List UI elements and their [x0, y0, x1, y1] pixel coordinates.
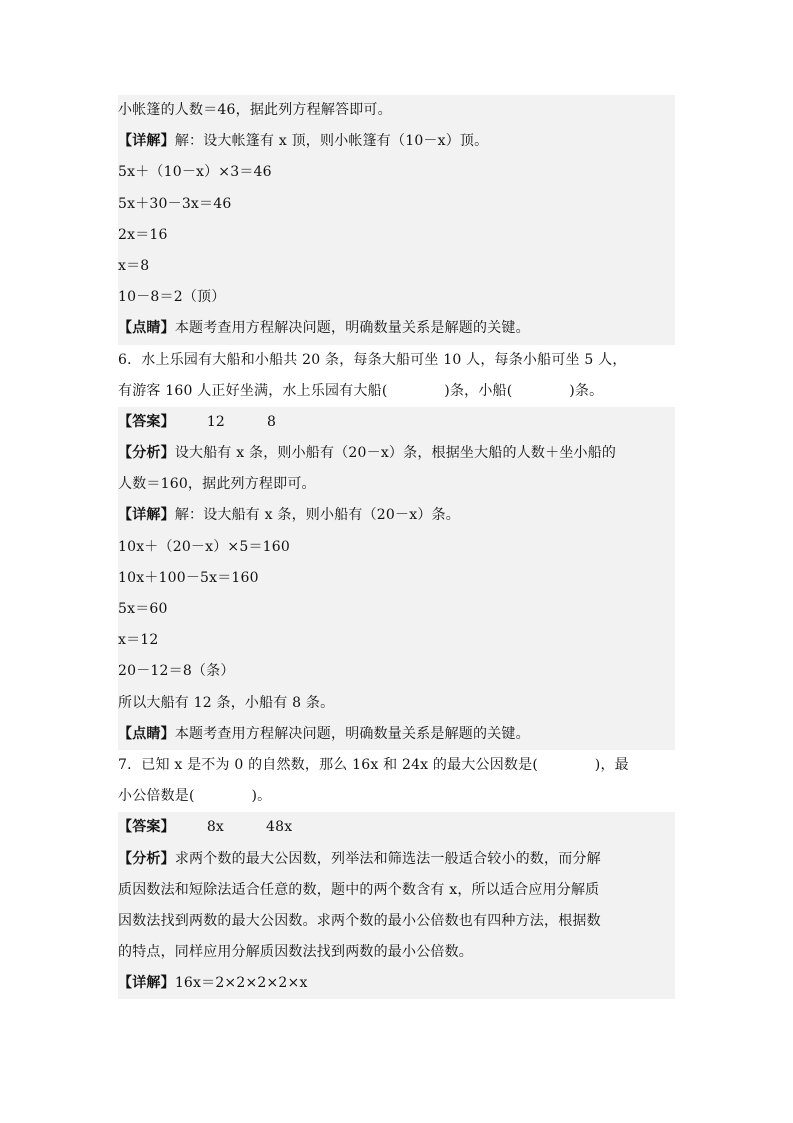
- section-tag: 【答案】: [118, 413, 175, 430]
- text-line: [118, 220, 675, 251]
- document-content: [118, 95, 675, 999]
- line-text: 求两个数的最大公因数，列举法和筛选法一般适合较小的数，而分解: [174, 850, 601, 867]
- line-text: 16x＝2×2×2×2×x: [174, 975, 308, 992]
- text-line: [118, 656, 675, 687]
- section-tag: 【详解】: [118, 975, 175, 992]
- line-text: 7．已知 x 是不为 0 的自然数，那么 16x 和 24x 的最大公因数是( )，最: [118, 756, 629, 773]
- text-line: [118, 906, 675, 937]
- line-text: 5x＋30－3x＝46: [118, 195, 232, 212]
- text-line: [118, 563, 675, 594]
- text-line: [118, 625, 675, 656]
- line-text: 小帐篷的人数＝46，据此列方程解答即可。: [118, 102, 392, 118]
- line-text: 5x＋（10－x）×3＝46: [118, 164, 272, 181]
- line-text: 本题考查用方程解决问题，明确数量关系是解题的关键。: [174, 320, 530, 337]
- line-text: 2x＝16: [118, 226, 168, 243]
- line-text: 6．水上乐园有大船和小船共 20 条，每条大船可坐 10 人，每条小船可坐 5 人，: [118, 351, 627, 368]
- line-text: x＝8: [118, 257, 150, 274]
- line-text: 10x＋（20－x）×5＝160: [118, 538, 290, 555]
- section-tag: 【分析】: [118, 850, 175, 867]
- text-line: [118, 688, 675, 719]
- line-text: 10－8＝2（顶）: [118, 289, 226, 306]
- text-line: [118, 345, 675, 376]
- section-tag: 【点睛】: [118, 320, 175, 337]
- text-line: [118, 95, 675, 126]
- text-line: [118, 844, 675, 875]
- line-text: 小公倍数是( )。: [118, 788, 272, 805]
- section-tag: 【答案】: [118, 819, 175, 836]
- text-line: [118, 126, 675, 157]
- text-line: [118, 719, 675, 750]
- text-line: [118, 189, 675, 220]
- line-text: 人数＝160，据此列方程即可。: [118, 476, 316, 493]
- text-line: [118, 313, 675, 344]
- text-line: [118, 469, 675, 500]
- line-text: 5x＝60: [118, 601, 168, 617]
- text-line: [118, 407, 675, 438]
- line-text: 的特点，同样应用分解质因数法找到两数的最小公倍数。: [118, 944, 473, 961]
- text-line: [118, 812, 675, 843]
- section-tag: 【点睛】: [118, 725, 175, 742]
- answer-value: 8: [267, 413, 277, 430]
- section-tag: 【详解】: [118, 133, 175, 150]
- text-line: [118, 157, 675, 188]
- text-line: [118, 937, 675, 968]
- text-line: [118, 376, 675, 407]
- text-line: [118, 750, 675, 781]
- section-tag: 【分析】: [118, 445, 175, 462]
- text-line: [118, 532, 675, 563]
- answer-value: 12: [206, 413, 226, 430]
- line-text: 设大船有 x 条，则小船有（20－x）条，根据坐大船的人数＋坐小船的: [174, 445, 617, 462]
- text-line: [118, 251, 675, 282]
- line-text: 质因数法和短除法适合任意的数，题中的两个数含有 x，所以适合应用分解质: [118, 881, 600, 898]
- line-text: 因数法找到两数的最大公因数。求两个数的最小公倍数也有四种方法，根据数: [118, 912, 601, 929]
- line-text: 有游客 160 人正好坐满，水上乐园有大船( )条，小船( )条。: [118, 382, 604, 399]
- answer-value: 8x: [206, 819, 225, 836]
- text-line: [118, 594, 675, 625]
- text-line: [118, 500, 675, 531]
- line-text: 10x＋100－5x＝160: [118, 569, 259, 586]
- text-line: [118, 875, 675, 906]
- line-text: x＝12: [118, 632, 159, 649]
- line-text: 解：设大帐篷有 x 顶，则小帐篷有（10－x）顶。: [174, 133, 489, 150]
- text-line: [118, 968, 675, 999]
- line-text: 20－12＝8（条）: [118, 663, 235, 680]
- text-line: [118, 438, 675, 469]
- section-tag: 【详解】: [118, 507, 175, 524]
- text-line: [118, 282, 675, 313]
- answer-value: 48x: [266, 819, 293, 836]
- line-text: 所以大船有 12 条，小船有 8 条。: [118, 694, 335, 711]
- text-line: [118, 781, 675, 812]
- line-text: 解：设大船有 x 条，则小船有（20－x）条。: [174, 507, 460, 524]
- line-text: 本题考查用方程解决问题，明确数量关系是解题的关键。: [174, 725, 530, 742]
